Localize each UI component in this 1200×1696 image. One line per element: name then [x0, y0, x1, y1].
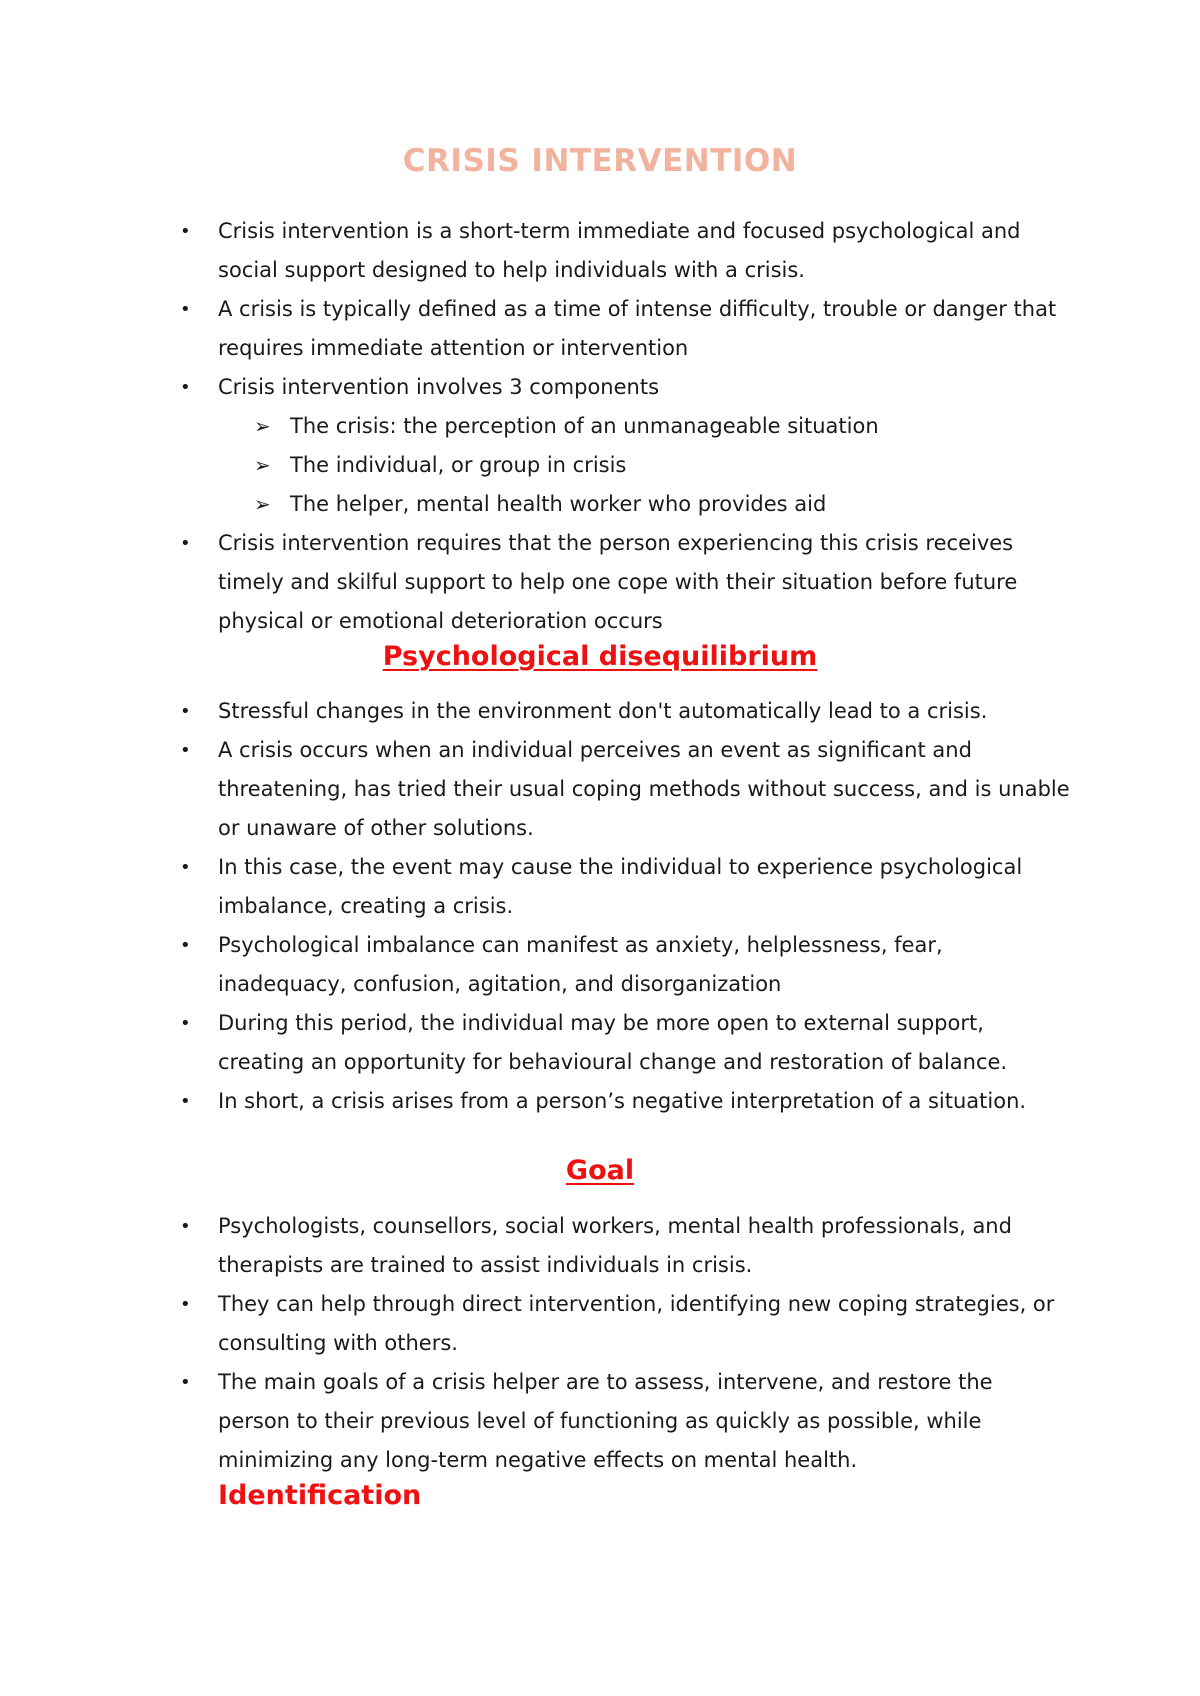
list-item: • During this period, the individual may be more open to external support, creating an opportunity for behavioural change and restoration of balance. — [0, 1004, 1200, 1082]
list-item: • In short, a crisis arises from a person’s negative interpretation of a situation. — [0, 1082, 1200, 1121]
goal-list — [0, 1207, 1200, 1480]
list-item: • Stressful changes in the environment don't automatically lead to a crisis. — [0, 692, 1200, 731]
bullet-icon: • — [180, 299, 191, 320]
bullet-icon: • — [180, 935, 191, 956]
list-item: • A crisis is typically defined as a time of intense difficulty, trouble or danger that requires immediate attention or intervention — [0, 290, 1200, 368]
bullet-icon: • — [180, 1013, 191, 1034]
list-item: • They can help through direct intervention, identifying new coping strategies, or consulting with others. — [0, 1285, 1200, 1363]
arrow-bullet-icon: ➢ — [254, 414, 271, 438]
list-item: • Crisis intervention is a short-term immediate and focused psychological and social support designed to help individuals with a crisis. — [0, 212, 1200, 290]
list-item: • Crisis intervention involves 3 components — [0, 368, 1200, 407]
component-item: ➢ The helper, mental health worker who provides aid — [0, 485, 1200, 524]
bullet-icon: • — [180, 1091, 191, 1112]
list-item: • Psychological imbalance can manifest as anxiety, helplessness, fear, inadequacy, confusion, agitation, and disorganization — [0, 926, 1200, 1004]
intro-list-continued — [0, 524, 1200, 641]
bullet-icon: • — [180, 740, 191, 761]
bullet-icon: • — [180, 1372, 191, 1393]
disequilibrium-list — [0, 692, 1200, 1121]
heading-psychological-disequilibrium: Psychological disequilibrium — [382, 641, 818, 672]
arrow-bullet-icon: ➢ — [254, 492, 271, 516]
component-item: ➢ The crisis: the perception of an unmanageable situation — [0, 407, 1200, 446]
heading-identification: Identification — [218, 1480, 422, 1511]
list-item: • Crisis intervention requires that the person experiencing this crisis receives timely and skilful support to help one cope with their situation before future physical or emotional deterioration occurs — [0, 524, 1200, 641]
bullet-icon: • — [180, 221, 191, 242]
heading-goal: Goal — [565, 1155, 635, 1186]
components-list — [0, 407, 1200, 524]
bullet-icon: • — [180, 857, 191, 878]
intro-list — [0, 212, 1200, 407]
list-item: • In this case, the event may cause the individual to experience psychological imbalance, creating a crisis. — [0, 848, 1200, 926]
list-item: • The main goals of a crisis helper are to assess, intervene, and restore the person to their previous level of functioning as quickly as possible, while minimizing any long-term negative effects on mental health. — [0, 1363, 1200, 1480]
list-item: • A crisis occurs when an individual perceives an event as significant and threatening, has tried their usual coping methods without success, and is unable or unaware of other solutions. — [0, 731, 1200, 848]
bullet-icon: • — [180, 1294, 191, 1315]
bullet-icon: • — [180, 377, 191, 398]
component-item: ➢ The individual, or group in crisis — [0, 446, 1200, 485]
arrow-bullet-icon: ➢ — [254, 453, 271, 477]
page-title: CRISIS INTERVENTION — [402, 143, 798, 179]
bullet-icon: • — [180, 701, 191, 722]
bullet-icon: • — [180, 533, 191, 554]
bullet-icon: • — [180, 1216, 191, 1237]
list-item: • Psychologists, counsellors, social workers, mental health professionals, and therapists are trained to assist individuals in crisis. — [0, 1207, 1200, 1285]
